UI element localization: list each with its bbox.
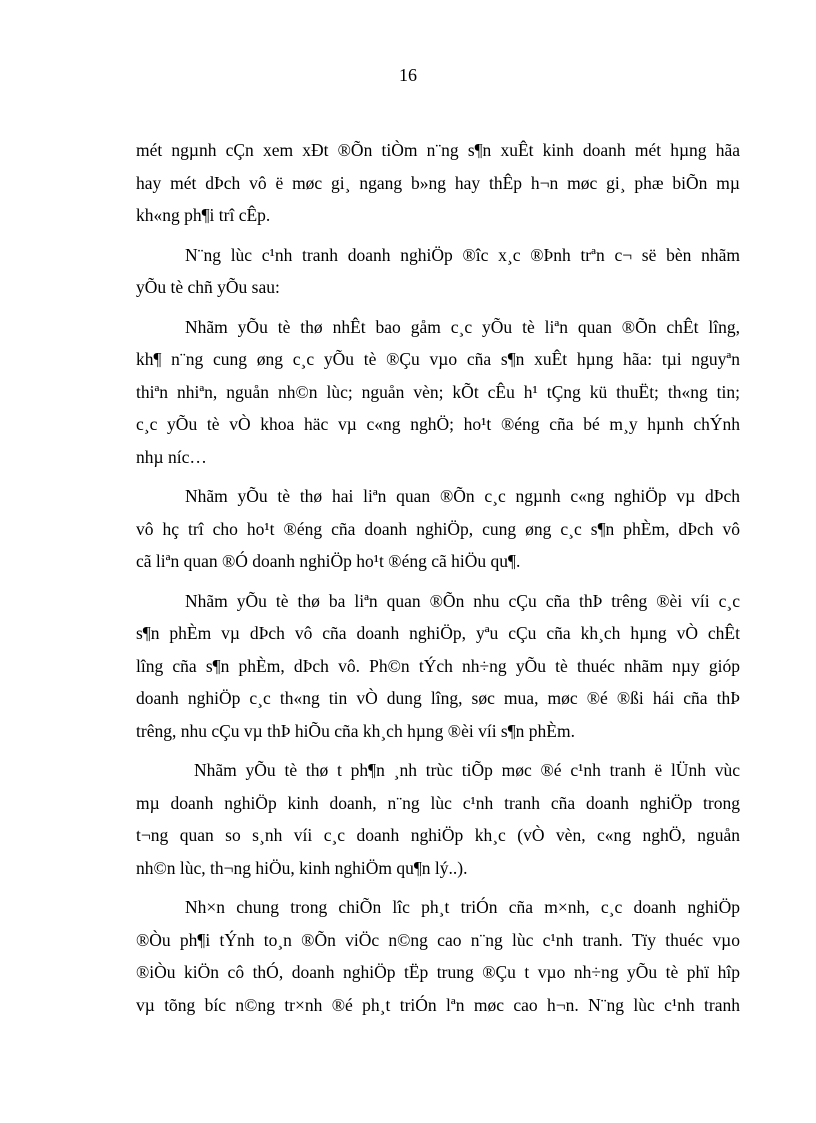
text-line: yÕu tè chñ yÕu sau: xyxy=(136,277,280,297)
paragraph-1 xyxy=(136,134,740,232)
text-line: Nhãm yÕu tè thø t ph¶n ¸nh trùc tiÕp møc ®é c¹nh tranh ë lÜnh vùc xyxy=(194,760,740,780)
text-line: doanh nghiÖp c¸c th«ng tin vÒ dung lîng, søc mua, møc ®é ®ßi hái cña thÞ xyxy=(136,688,740,708)
paragraph-6 xyxy=(136,754,740,884)
text-line: t¬ng quan so s¸nh víi c¸c doanh nghiÖp kh¸c (vÒ vèn, c«ng nghÖ, nguån xyxy=(136,825,740,845)
text-line: thiªn nhiªn, nguån nh©n lùc; nguån vèn; kÕt cÊu h¹ tÇng kü thuËt; th«ng tin; xyxy=(136,381,740,402)
text-line: hay mét dÞch vô ë møc gi¸ ngang b»ng hay thÊp h¬n møc gi¸ phæ biÕn mµ xyxy=(136,172,740,193)
paragraph-3 xyxy=(136,311,740,474)
text-line: Nhãm yÕu tè thø hai liªn quan ®Õn c¸c ngµnh c«ng nghiÖp vµ dÞch xyxy=(185,486,740,506)
text-line: lîng cña s¶n phÈm, dÞch vô. Ph©n tÝch nh÷ng yÕu tè thuéc nhãm nµy gióp xyxy=(136,655,740,676)
text-line: c¸c yÕu tè vÒ khoa häc vµ c«ng nghÖ; ho¹t ®éng cña bé m¸y hµnh chÝnh xyxy=(136,414,740,434)
paragraph-7 xyxy=(136,891,740,1021)
text-line: nh©n lùc, th¬ng hiÖu, kinh nghiÖm qu¶n lý..). xyxy=(136,857,468,878)
text-line: vô hç trî cho ho¹t ®éng cña doanh nghiÖp, cung øng c¸c s¶n phÈm, dÞch vô xyxy=(136,518,740,539)
text-line: kh«ng ph¶i trî cÊp. xyxy=(136,205,271,225)
page-number: 16 xyxy=(399,65,417,85)
text-line: kh¶ n¨ng cung øng c¸c yÕu tè ®Çu vµo cña s¶n xuÊt hµng hãa: tµi nguyªn xyxy=(136,349,740,369)
paragraph-2 xyxy=(136,239,740,304)
paragraph-4 xyxy=(136,480,740,578)
paragraph-5 xyxy=(136,585,740,748)
text-line: mét ngµnh cÇn xem xÐt ®Õn tiÒm n¨ng s¶n xuÊt kinh doanh mét hµng hãa xyxy=(136,140,740,160)
text-line: Nh×n chung trong chiÕn lîc ph¸t triÓn cña m×nh, c¸c doanh nghiÖp xyxy=(185,897,740,917)
text-line: s¶n phÈm vµ dÞch vô cña doanh nghiÖp, yªu cÇu cña kh¸ch hµng vÒ chÊt xyxy=(136,623,740,643)
text-line: N¨ng lùc c¹nh tranh doanh nghiÖp ®îc x¸c ®Þnh trªn c¬ së bèn nhãm xyxy=(185,244,740,265)
text-line: cã liªn quan ®Ó doanh nghiÖp ho¹t ®éng cã hiÖu qu¶. xyxy=(136,551,521,571)
text-line: trêng, nhu cÇu vµ thÞ hiÕu cña kh¸ch hµng ®èi víi s¶n phÈm. xyxy=(136,720,575,741)
body-text xyxy=(136,134,740,1021)
text-line: nhµ níc… xyxy=(136,446,207,467)
text-line: ®iÒu kiÖn cô thÓ, doanh nghiÖp tËp trung ®Çu t vµo nh÷ng yÕu tè phï hîp xyxy=(136,962,740,982)
text-line: ®Òu ph¶i tÝnh to¸n ®Õn viÖc n©ng cao n¨ng lùc c¹nh tranh. Tïy thuéc vµo xyxy=(136,929,740,950)
text-line: Nhãm yÕu tè thø nhÊt bao gåm c¸c yÕu tè liªn quan ®Õn chÊt lîng, xyxy=(185,316,740,337)
text-line: Nhãm yÕu tè thø ba liªn quan ®Õn nhu cÇu cña thÞ trêng ®èi víi c¸c xyxy=(185,590,740,611)
text-line: vµ tõng bíc n©ng tr×nh ®é ph¸t triÓn lªn møc cao h¬n. N¨ng lùc c¹nh tranh xyxy=(136,994,740,1015)
text-line: mµ doanh nghiÖp kinh doanh, n¨ng lùc c¹nh tranh cña doanh nghiÖp trong xyxy=(136,792,740,813)
